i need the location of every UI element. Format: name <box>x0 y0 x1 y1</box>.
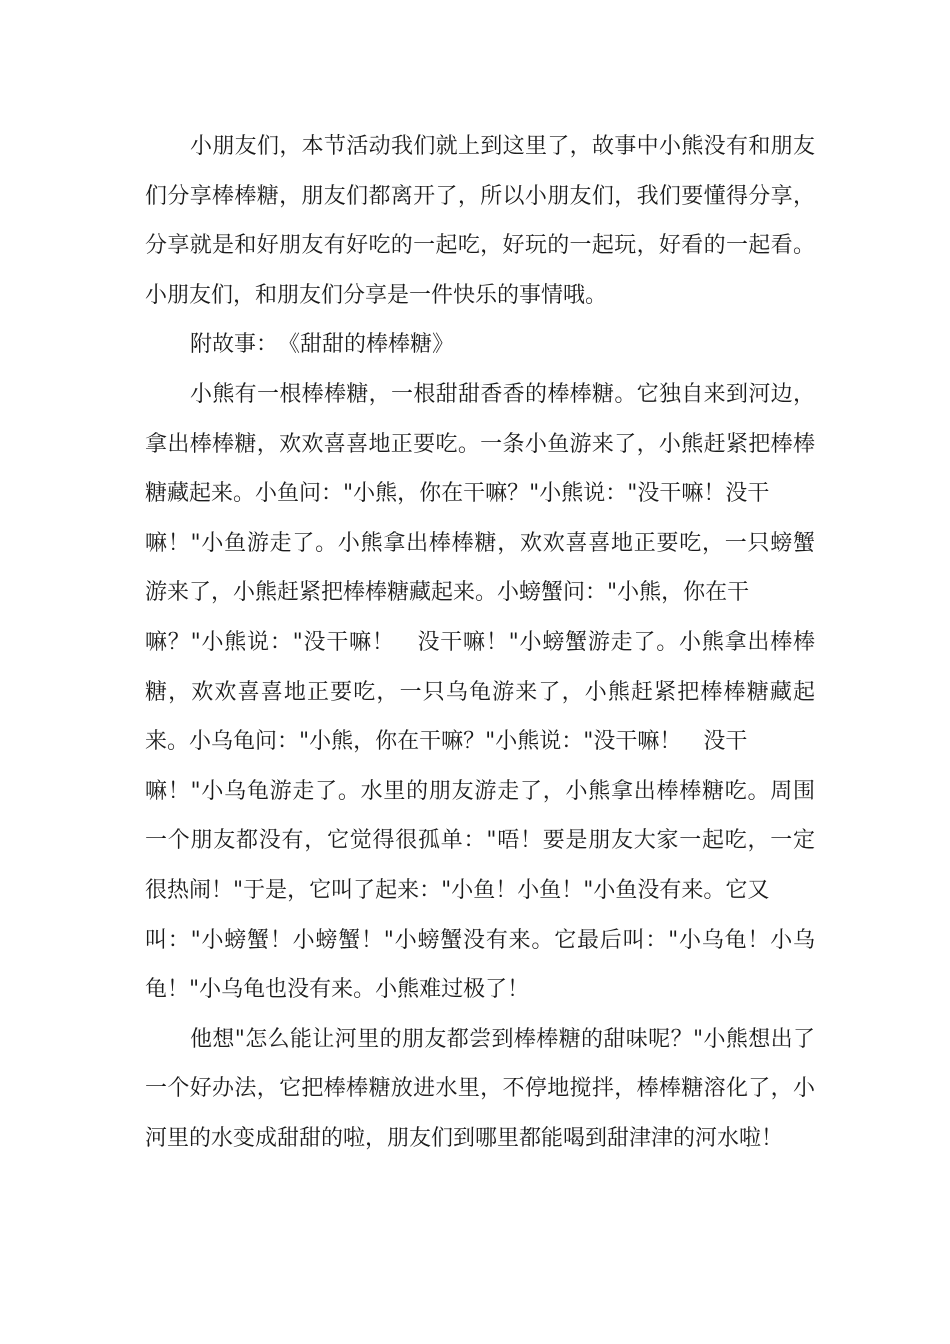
text-line: 嘛！"小乌龟游走了。水里的朋友游走了，小熊拿出棒棒糖吃。周围 <box>145 778 815 804</box>
text-line: 他想"怎么能让河里的朋友都尝到棒棒糖的甜味呢？"小熊想出了 <box>190 1026 815 1052</box>
text-line: 糖，欢欢喜喜地正要吃，一只乌龟游来了，小熊赶紧把棒棒糖藏起 <box>145 679 815 705</box>
text-line: 嘛？"小熊说："没干嘛！ 没干嘛！"小螃蟹游走了。小熊拿出棒棒 <box>145 629 815 655</box>
text-line: 叫："小螃蟹！小螃蟹！"小螃蟹没有来。它最后叫："小乌龟！小乌 <box>145 927 815 953</box>
text-line: 嘛！"小鱼游走了。小熊拿出棒棒糖，欢欢喜喜地正要吃，一只螃蟹 <box>145 530 815 556</box>
text-line: 小熊有一根棒棒糖，一根甜甜香香的棒棒糖。它独自来到河边， <box>190 381 815 407</box>
text-line: 一个好办法，它把棒棒糖放进水里，不停地搅拌，棒棒糖溶化了，小 <box>145 1076 815 1102</box>
text-line: 们分享棒棒糖，朋友们都离开了，所以小朋友们，我们要懂得分享， <box>145 183 815 209</box>
text-line: 分享就是和好朋友有好吃的一起吃，好玩的一起玩，好看的一起看。 <box>145 233 815 259</box>
paragraph-story-ending <box>145 1015 815 1164</box>
paragraph-story-heading <box>145 320 815 370</box>
text-line: 游来了，小熊赶紧把棒棒糖藏起来。小螃蟹问："小熊，你在干 <box>145 580 750 606</box>
paragraph-story-body <box>145 370 815 1015</box>
text-line: 龟！"小乌龟也没有来。小熊难过极了！ <box>145 977 530 1003</box>
text-line: 小朋友们，本节活动我们就上到这里了，故事中小熊没有和朋友 <box>190 134 815 159</box>
paragraph-summary <box>145 122 815 320</box>
story-title-line: 附故事： 《甜甜的棒棒糖》 <box>190 332 455 358</box>
text-line: 河里的水变成甜甜的啦，朋友们到哪里都能喝到甜津津的河水啦！ <box>145 1125 784 1151</box>
text-line: 拿出棒棒糖，欢欢喜喜地正要吃。一条小鱼游来了，小熊赶紧把棒棒 <box>145 431 815 457</box>
text-line: 来。小乌龟问："小熊，你在干嘛？"小熊说："没干嘛！ 没干 <box>145 729 748 755</box>
text-line: 一个朋友都没有，它觉得很孤单："唔！要是朋友大家一起吃，一定 <box>145 828 815 854</box>
text-line: 小朋友们，和朋友们分享是一件快乐的事情哦。 <box>145 282 608 308</box>
text-line: 很热闹！"于是，它叫了起来："小鱼！小鱼！"小鱼没有来。它又 <box>145 877 770 903</box>
document-body <box>145 122 815 1163</box>
text-line: 糖藏起来。小鱼问："小熊，你在干嘛？"小熊说："没干嘛！没干 <box>145 481 770 507</box>
